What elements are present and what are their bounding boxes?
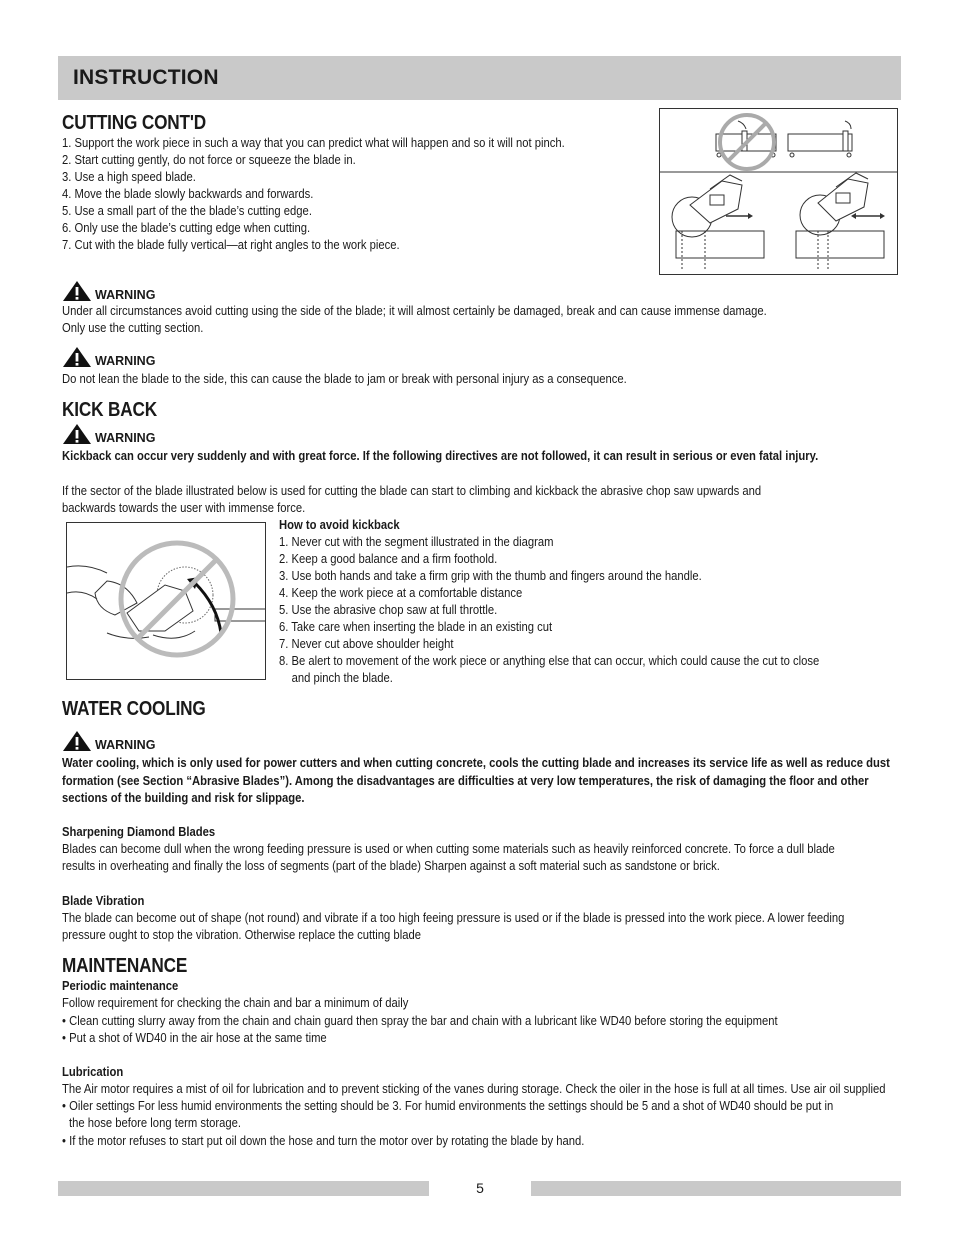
section-title-maintenance: MAINTENANCE bbox=[62, 955, 188, 977]
warning-label: WARNING bbox=[95, 354, 156, 368]
warning-label: WARNING bbox=[95, 288, 156, 302]
warning-text: Kickback can occur very suddenly and with great force. If the following directives are not followed, it can result in serious or even fatal injury. bbox=[62, 449, 819, 463]
warning-triangle-icon bbox=[62, 730, 92, 752]
lubrication-bullet: • Oiler settings For less humid environments the setting should be 3. For humid environments the settings should be 5 and a shot of WD40 should be put in bbox=[62, 1099, 834, 1113]
sharpening-text: Blades can become dull when the wrong feeding pressure is used or when cutting some materials such as heavily reinforced concrete. To force a dull blade bbox=[62, 842, 835, 856]
warning-4 bbox=[62, 730, 155, 752]
list-item: 7. Cut with the blade fully vertical—at right angles to the work piece. bbox=[62, 238, 400, 252]
lubrication-text: The Air motor requires a mist of oil for lubrication and to prevent sticking of the vanes during storage. Check the oiler in the hose is full at all times. Use air oil supplied bbox=[62, 1082, 886, 1096]
warning-text: formation (see Section “Abrasive Blades”). Among the disadvantages are difficulties at very low temperatures, the risk of damaging the floor and other bbox=[62, 774, 869, 788]
sharpening-text: results in overheating and finally the loss of segments (part of the blade) Sharpen against a soft material such as sandstone or brick. bbox=[62, 859, 720, 873]
kickback-list bbox=[279, 534, 819, 687]
page-title: INSTRUCTION bbox=[73, 66, 219, 89]
section-title-kickback: KICK BACK bbox=[62, 399, 157, 421]
section-title-water-cooling: WATER COOLING bbox=[62, 698, 206, 720]
list-item: 3. Use a high speed blade. bbox=[62, 170, 196, 184]
periodic-bullet: • Clean cutting slurry away from the chain and chain guard then spray the bar and chain with a lubricant like WD40 before storing the equipment bbox=[62, 1014, 778, 1028]
warning-3 bbox=[62, 423, 155, 445]
warning-text: Do not lean the blade to the side, this can cause the blade to jam or break with personal injury as a consequence. bbox=[62, 372, 627, 386]
page-number: 5 bbox=[476, 1180, 484, 1196]
vibration-text: The blade can become out of shape (not round) and vibrate if a too high feeing pressure is used or if the blade is pressed into the work piece. A lower feeding bbox=[62, 911, 845, 925]
kickback-diagram-svg bbox=[67, 523, 265, 679]
avoid-kickback-title: How to avoid kickback bbox=[279, 518, 400, 532]
kickback-intro: If the sector of the blade illustrated below is used for cutting the blade can start to climbing and kickback the abrasive chop saw upwards and bbox=[62, 484, 762, 498]
warning-text: sections of the building and risk for slippage. bbox=[62, 791, 305, 805]
warning-1 bbox=[62, 280, 155, 302]
list-item: 8. Be alert to movement of the work piece or anything else that can occur, which could cause the cut to close bbox=[279, 654, 820, 668]
warning-triangle-icon bbox=[62, 280, 92, 302]
section-title-cutting: CUTTING CONT'D bbox=[62, 112, 207, 134]
warning-text: Water cooling, which is only used for power cutters and when cutting concrete, cools the cutting blade and increases its service life as well as reduce dust bbox=[62, 756, 890, 770]
cutting-diagram bbox=[659, 108, 898, 275]
kickback-diagram bbox=[66, 522, 266, 680]
warning-triangle-icon bbox=[62, 346, 92, 368]
list-item: 4. Keep the work piece at a comfortable distance bbox=[279, 586, 523, 600]
kickback-intro: backwards towards the user with immense force. bbox=[62, 501, 306, 515]
footer-bar-right bbox=[531, 1181, 901, 1196]
list-item: 1. Never cut with the segment illustrated in the diagram bbox=[279, 535, 554, 549]
list-item: 1. Support the work piece in such a way that you can predict what will happen and so it will not pinch. bbox=[62, 136, 565, 150]
list-item: 4. Move the blade slowly backwards and forwards. bbox=[62, 187, 314, 201]
list-item: 7. Never cut above shoulder height bbox=[279, 637, 454, 651]
list-item: 3. Use both hands and take a firm grip with the thumb and fingers around the handle. bbox=[279, 569, 702, 583]
cutting-list bbox=[62, 135, 565, 254]
warning-text: Only use the cutting section. bbox=[62, 321, 204, 335]
lubrication-title: Lubrication bbox=[62, 1065, 124, 1079]
warning-triangle-icon bbox=[62, 423, 92, 445]
list-item: 2. Keep a good balance and a firm foothold. bbox=[279, 552, 498, 566]
list-item: 6. Take care when inserting the blade in an existing cut bbox=[279, 620, 553, 634]
list-item: and pinch the blade. bbox=[291, 671, 393, 685]
vibration-text: pressure ought to stop the vibration. Otherwise replace the cutting blade bbox=[62, 928, 421, 942]
warning-label: WARNING bbox=[95, 431, 156, 445]
footer-bar-left bbox=[58, 1181, 429, 1196]
vibration-title: Blade Vibration bbox=[62, 894, 145, 908]
warning-2 bbox=[62, 346, 155, 368]
list-item: 5. Use a small part of the the blade’s cutting edge. bbox=[62, 204, 312, 218]
lubrication-bullet: the hose before long term storage. bbox=[69, 1116, 241, 1130]
warning-label: WARNING bbox=[95, 738, 156, 752]
list-item: 6. Only use the blade’s cutting edge when cutting. bbox=[62, 221, 311, 235]
periodic-bullet: • Put a shot of WD40 in the air hose at the same time bbox=[62, 1031, 327, 1045]
list-item: 2. Start cutting gently, do not force or squeeze the blade in. bbox=[62, 153, 356, 167]
cutting-diagram-svg bbox=[660, 109, 897, 274]
sharpening-title: Sharpening Diamond Blades bbox=[62, 825, 216, 839]
lubrication-bullet: • If the motor refuses to start put oil down the hose and turn the motor over by rotating the blade by hand. bbox=[62, 1134, 585, 1148]
warning-text: Under all circumstances avoid cutting using the side of the blade; it will almost certainly be damaged, break and can cause immense damage. bbox=[62, 304, 767, 318]
periodic-text: Follow requirement for checking the chain and bar a minimum of daily bbox=[62, 996, 409, 1010]
periodic-title: Periodic maintenance bbox=[62, 979, 179, 993]
list-item: 5. Use the abrasive chop saw at full throttle. bbox=[279, 603, 498, 617]
